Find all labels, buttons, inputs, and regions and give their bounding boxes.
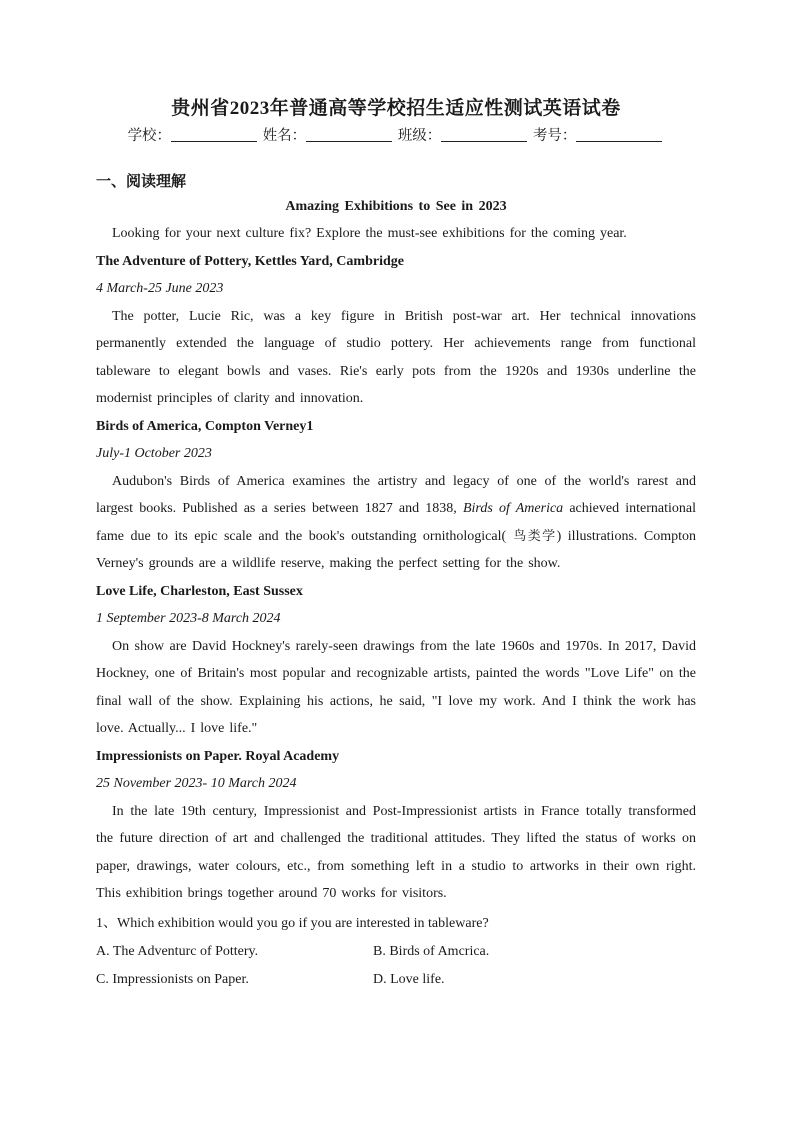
exam-page <box>96 96 696 994</box>
exhibition-date-impressionists: 25 November 2023- 10 March 2024 <box>96 776 297 791</box>
name-label: 姓名： <box>262 128 307 144</box>
option-c[interactable]: C. Impressionists on Paper. <box>96 971 249 987</box>
exhibition-date-lovelife: 1 September 2023-8 March 2024 <box>96 611 281 626</box>
class-blank[interactable] <box>441 127 527 142</box>
option-d[interactable]: D. Love life. <box>373 971 445 987</box>
exhibition-heading-birds: Birds of America, Compton Verney1 <box>96 418 314 434</box>
exhibition-date-pottery: 4 March-25 June 2023 <box>96 281 224 296</box>
section-heading: 一、阅读理解 <box>96 174 187 190</box>
exam-title: 贵州省2023年普通高等学校招生适应性测试英语试卷 <box>171 98 621 119</box>
article-intro: Looking for your next culture fix? Explore the must-see exhibitions for the coming year. <box>112 226 627 241</box>
birds-book-title: Birds of America <box>462 501 564 516</box>
exhibition-text-pottery: The potter, Lucie Ric, was a key figure in British post-war art. Her technical innovations permanently extended the language of studio pottery. Her achievements range from functional tableware to elegant bowls and vases. Rie's early pots from the 1920s and 1930s underline the modernist principles of clarity and innovation. <box>96 308 696 406</box>
exhibition-heading-impressionists: Impressionists on Paper. Royal Academy <box>96 748 340 764</box>
option-b[interactable]: B. Birds of Amcrica. <box>373 943 490 959</box>
exhibition-text-birds <box>96 468 696 578</box>
article-title: Amazing Exhibitions to See in 2023 <box>285 199 507 214</box>
school-blank[interactable] <box>171 127 257 142</box>
id-label: 考号： <box>532 128 577 144</box>
exhibition-text-lovelife: On show are David Hockney's rarely-seen drawings from the late 1960s and 1970s. In 2017, David Hockney, one of Britain's most popular and recognizable artists, painted the words "Love Life" on the final wall of the show. Explaining his actions, he said, "I love my work. And I think the work has love. Actually... I love life." <box>96 638 696 736</box>
birds-text-part1: Audubon's Birds of America examines the artistry and legacy of one of the world's rarest and largest books. Published as a series between 1827 and 1838, <box>96 473 696 516</box>
class-label: 班级： <box>397 128 442 144</box>
question-1-options <box>96 938 696 994</box>
birds-text-part3: ) illustrations. Compton Verney's grounds are a wildlife reserve, making the perfect setting for the show. <box>96 528 696 571</box>
name-blank[interactable] <box>306 127 392 142</box>
question-1: 1、Which exhibition would you go if you are interested in tableware? <box>96 915 489 931</box>
student-info-line <box>96 124 696 148</box>
exhibition-heading-lovelife: Love Life, Charleston, East Sussex <box>96 583 303 599</box>
exhibition-heading-pottery: The Adventure of Pottery, Kettles Yard, Cambridge <box>96 253 404 269</box>
birds-chinese-gloss: 鸟类学 <box>506 528 557 544</box>
exhibition-date-birds: July-1 October 2023 <box>96 446 212 461</box>
exhibition-text-impressionists: In the late 19th century, Impressionist and Post-Impressionist artists in France totally transformed the future direction of art and challenged the traditional attitudes. They lifted the status of works on paper, drawings, water colours, etc., from something left in a studio to artworks in their own right. This exhibition brings together around 70 works for visitors. <box>96 803 696 901</box>
id-blank[interactable] <box>576 127 662 142</box>
option-a[interactable]: A. The Adventurc of Pottery. <box>96 943 259 959</box>
school-label: 学校： <box>127 128 172 144</box>
birds-text-part2: achieved international fame due to its epic scale and the book's outstanding ornithological( <box>96 501 697 544</box>
